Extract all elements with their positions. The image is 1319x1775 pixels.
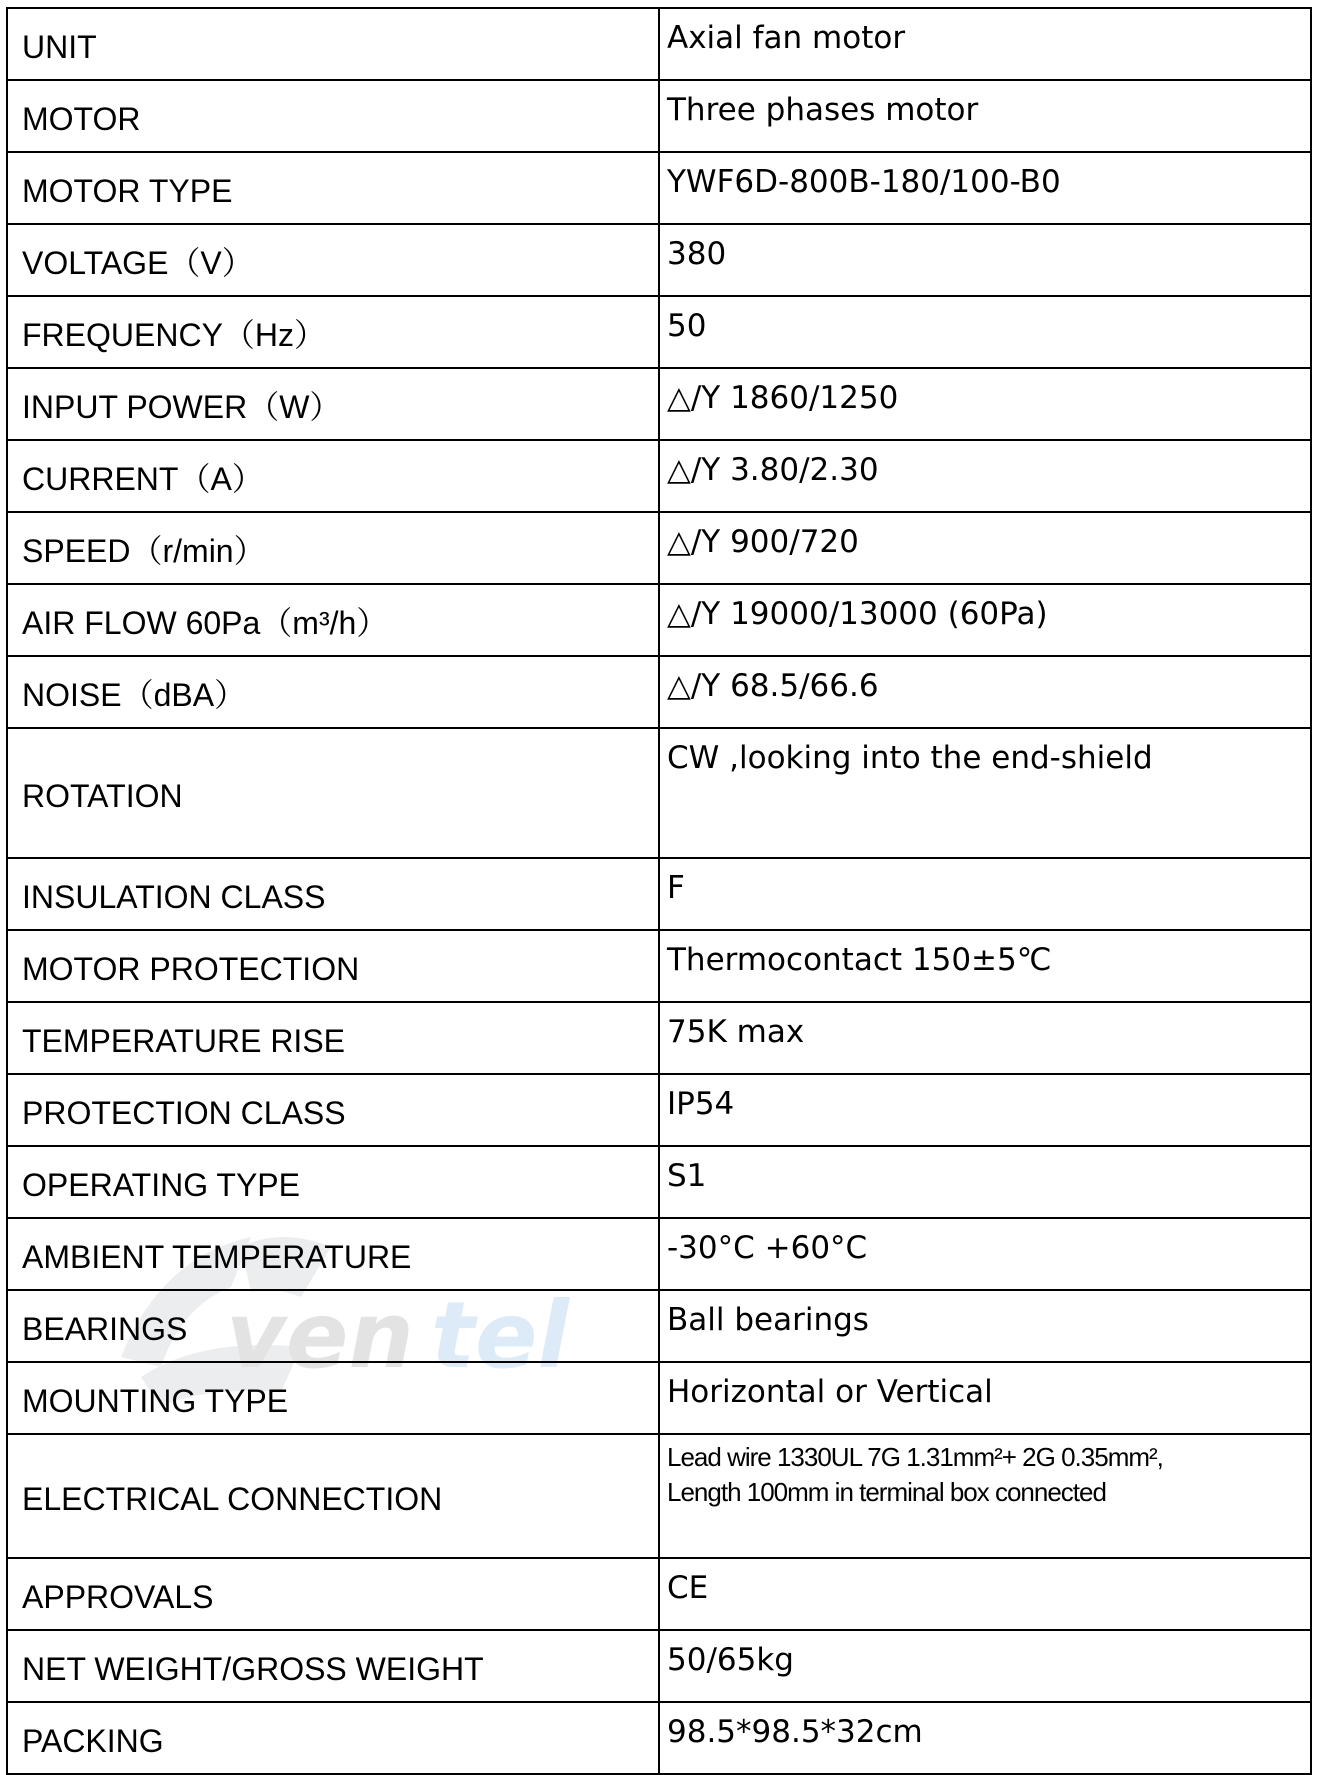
spec-value: △/Y 900/720 [659, 512, 1311, 584]
spec-label: OPERATING TYPE [7, 1146, 659, 1218]
spec-row-rotation [7, 728, 1311, 858]
spec-label: INPUT POWER（W） [7, 368, 659, 440]
spec-value: 50 [659, 296, 1311, 368]
spec-value: -30°C +60°C [659, 1218, 1311, 1290]
spec-label: MOTOR TYPE [7, 152, 659, 224]
spec-value: CE [659, 1558, 1311, 1630]
spec-row-bearings [7, 1290, 1311, 1362]
spec-label: MOUNTING TYPE [7, 1362, 659, 1434]
spec-value-line-1: Lead wire 1330UL 7G 1.31mm²+ 2G 0.35mm², [667, 1442, 1163, 1472]
spec-sheet [6, 7, 1312, 1759]
spec-label: TEMPERATURE RISE [7, 1002, 659, 1074]
spec-label: AMBIENT TEMPERATURE [7, 1218, 659, 1290]
spec-row-mounting-type [7, 1362, 1311, 1434]
spec-value: Horizontal or Vertical [659, 1362, 1311, 1434]
spec-row-insulation-class [7, 858, 1311, 930]
spec-label: NET WEIGHT/GROSS WEIGHT [7, 1630, 659, 1702]
spec-label: UNIT [7, 8, 659, 80]
spec-table [6, 7, 1312, 1775]
spec-value: Axial fan motor [659, 8, 1311, 80]
spec-row-air-flow [7, 584, 1311, 656]
spec-value: YWF6D-800B-180/100-B0 [659, 152, 1311, 224]
spec-value: 380 [659, 224, 1311, 296]
spec-row-approvals [7, 1558, 1311, 1630]
spec-label: CURRENT（A） [7, 440, 659, 512]
spec-value: Ball bearings [659, 1290, 1311, 1362]
spec-label: VOLTAGE（V） [7, 224, 659, 296]
spec-value: IP54 [659, 1074, 1311, 1146]
spec-value: CW ,looking into the end-shield [659, 728, 1311, 858]
spec-row-frequency [7, 296, 1311, 368]
spec-row-temperature-rise [7, 1002, 1311, 1074]
spec-value: 98.5*98.5*32cm [659, 1702, 1311, 1774]
spec-row-current [7, 440, 1311, 512]
spec-label: PROTECTION CLASS [7, 1074, 659, 1146]
svg-text:tel: tel [431, 1282, 569, 1389]
spec-row-motor-type [7, 152, 1311, 224]
spec-value: Thermocontact 150±5℃ [659, 930, 1311, 1002]
spec-row-motor-protection [7, 930, 1311, 1002]
spec-label: BEARINGS [7, 1290, 659, 1362]
spec-row-voltage [7, 224, 1311, 296]
spec-value: F [659, 858, 1311, 930]
spec-value: 75K max [659, 1002, 1311, 1074]
spec-label: APPROVALS [7, 1558, 659, 1630]
spec-label: FREQUENCY（Hz） [7, 296, 659, 368]
spec-label: NOISE（dBA） [7, 656, 659, 728]
spec-value [659, 1434, 1311, 1558]
spec-value: △/Y 19000/13000 (60Pa) [659, 584, 1311, 656]
spec-value: △/Y 1860/1250 [659, 368, 1311, 440]
spec-row-speed [7, 512, 1311, 584]
spec-value: Three phases motor [659, 80, 1311, 152]
svg-text:ven: ven [226, 1282, 414, 1389]
spec-value-line-2: Length 100mm in terminal box connected [667, 1477, 1106, 1507]
spec-row-electrical-connection [7, 1434, 1311, 1558]
spec-value: △/Y 68.5/66.6 [659, 656, 1311, 728]
spec-label: INSULATION CLASS [7, 858, 659, 930]
spec-label: AIR FLOW 60Pa（m³/h） [7, 584, 659, 656]
spec-label: PACKING [7, 1702, 659, 1774]
spec-label: SPEED（r/min） [7, 512, 659, 584]
spec-row-weight [7, 1630, 1311, 1702]
spec-row-protection-class [7, 1074, 1311, 1146]
spec-label: MOTOR [7, 80, 659, 152]
spec-label: ROTATION [7, 728, 659, 858]
spec-row-packing [7, 1702, 1311, 1774]
spec-value: △/Y 3.80/2.30 [659, 440, 1311, 512]
spec-row-ambient-temperature [7, 1218, 1311, 1290]
spec-row-operating-type [7, 1146, 1311, 1218]
spec-label: ELECTRICAL CONNECTION [7, 1434, 659, 1558]
spec-value: 50/65kg [659, 1630, 1311, 1702]
spec-row-unit [7, 8, 1311, 80]
spec-row-motor [7, 80, 1311, 152]
spec-row-noise [7, 656, 1311, 728]
spec-label: MOTOR PROTECTION [7, 930, 659, 1002]
spec-row-input-power [7, 368, 1311, 440]
spec-value: S1 [659, 1146, 1311, 1218]
